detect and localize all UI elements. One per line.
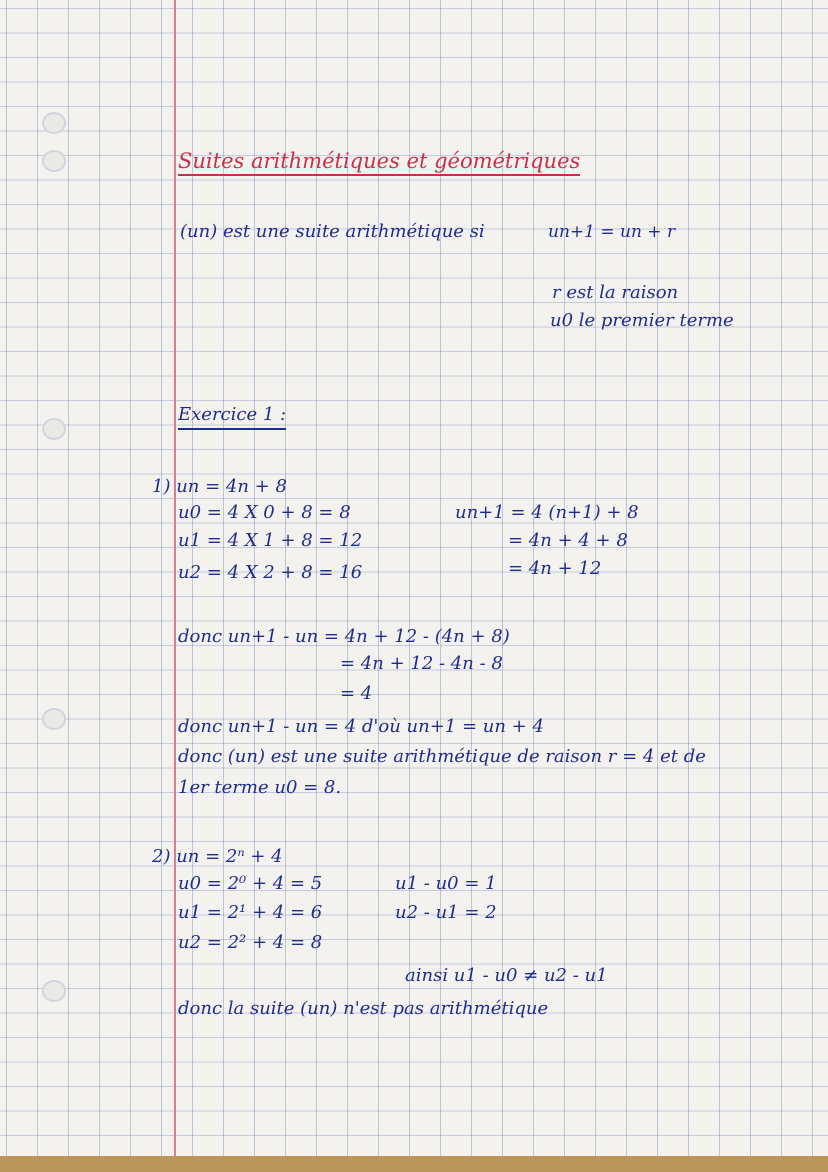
- part1-conclusion-3: 1er terme u0 = 8.: [178, 777, 342, 798]
- part2-conclusion: donc la suite (un) n'est pas arithmétique: [178, 998, 549, 1019]
- part1-diff-3: = 4: [340, 683, 373, 704]
- reason-note: r est la raison: [552, 282, 679, 303]
- part2-line-1: 2) un = 2ⁿ + 4: [152, 846, 283, 867]
- part1-line-4: u2 = 4 X 2 + 8 = 16: [178, 562, 363, 583]
- part1-line-2: u0 = 4 X 0 + 8 = 8: [178, 502, 351, 523]
- part2-side-1: u1 - u0 = 1: [395, 873, 497, 894]
- exercise-heading: Exercice 1 :: [178, 404, 286, 430]
- definition-statement: (un) est une suite arithmétique si: [180, 221, 485, 242]
- binder-hole-1: [42, 112, 66, 134]
- part1-side-2: = 4n + 4 + 8: [508, 530, 628, 551]
- part1-line-3: u1 = 4 X 1 + 8 = 12: [178, 530, 363, 551]
- part1-diff-2: = 4n + 12 - 4n - 8: [340, 653, 503, 674]
- part1-line-1: 1) un = 4n + 8: [152, 476, 287, 497]
- page-bottom-edge: [0, 1156, 828, 1172]
- part2-line-2: u0 = 2⁰ + 4 = 5: [178, 873, 323, 894]
- binder-hole-3: [42, 418, 66, 440]
- binder-hole-2: [42, 150, 66, 172]
- part1-conclusion-2: donc (un) est une suite arithmétique de raison r = 4 et de: [178, 746, 706, 767]
- margin-line: [174, 0, 176, 1172]
- part1-side-1: un+1 = 4 (n+1) + 8: [455, 502, 639, 523]
- binder-hole-5: [42, 980, 66, 1002]
- part2-side-2: u2 - u1 = 2: [395, 902, 497, 923]
- binder-hole-4: [42, 708, 66, 730]
- part1-side-3: = 4n + 12: [508, 558, 602, 579]
- page-title: Suites arithmétiques et géométriques: [178, 150, 580, 176]
- part1-diff-1: donc un+1 - un = 4n + 12 - (4n + 8): [178, 626, 510, 647]
- part2-line-4: u2 = 2² + 4 = 8: [178, 932, 323, 953]
- part2-line-3: u1 = 2¹ + 4 = 6: [178, 902, 323, 923]
- part1-conclusion-1: donc un+1 - un = 4 d'où un+1 = un + 4: [178, 716, 544, 737]
- first-term-note: u0 le premier terme: [550, 310, 734, 331]
- definition-formula: un+1 = un + r: [548, 222, 676, 242]
- part2-ainsi: ainsi u1 - u0 ≠ u2 - u1: [405, 965, 608, 986]
